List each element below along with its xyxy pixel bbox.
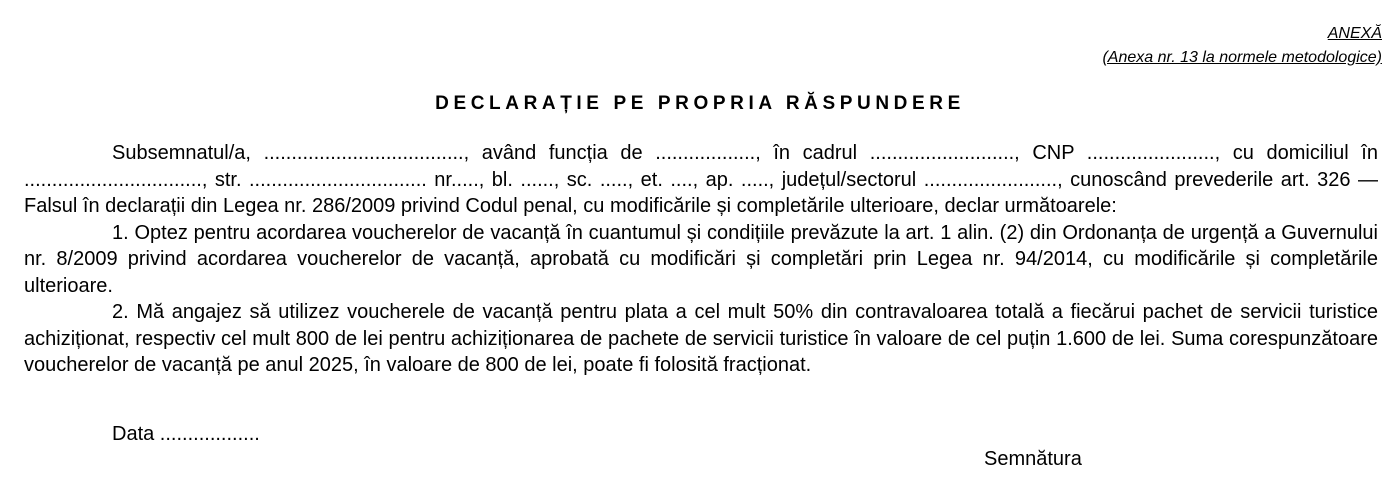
date-field: Data .................. <box>112 423 260 445</box>
signature-label: Semnătura <box>984 448 1082 470</box>
item-1-paragraph: 1. Optez pentru acordarea voucherelor de vacanță în cuantumul și condițiile prevăzute la art. 1 alin. (2) din Ordonanța de urgență a Guvernului nr. 8/2009 privind acordarea voucherelor de vacanță, aprobată cu modificări și completări prin Legea nr. 94/2014, cu modificările și completările ulterioare. <box>24 221 1378 297</box>
document-title: DECLARAȚIE PE PROPRIA RĂSPUNDERE <box>435 93 965 114</box>
annex-reference: (Anexa nr. 13 la normele metodologice) <box>1102 49 1382 66</box>
annex-header <box>1102 22 1382 70</box>
annex-label: ANEXĂ <box>1327 25 1382 42</box>
intro-paragraph: Subsemnatul/a, ...................................., având funcția de .................., în cadrul .........................., CNP ......................., cu domiciliul în ................................, str. ................................ nr....., bl. ......, sc. ....., et. ...., ap. ....., județul/sectorul ........................, cunoscând prevederile art. 326 — Falsul în declarații din Legea nr. 286/2009 privind Codul penal, cu modificările și completările ulterioare, declar următoarele: <box>24 142 1378 217</box>
declaration-body <box>24 140 1378 379</box>
item-2-paragraph: 2. Mă angajez să utilizez voucherele de vacanță pentru plata a cel mult 50% din contravaloarea totală a fiecărui pachet de servicii turistice achiziționat, respectiv cel mult 800 de lei pentru achiziționarea de pachete de servicii turistice în valoare de cel puțin 1.600 de lei. Suma corespunzătoare voucherelor de vacanță pe anul 2025, în valoare de 800 de lei, poate fi folosită fracționat. <box>24 301 1378 376</box>
